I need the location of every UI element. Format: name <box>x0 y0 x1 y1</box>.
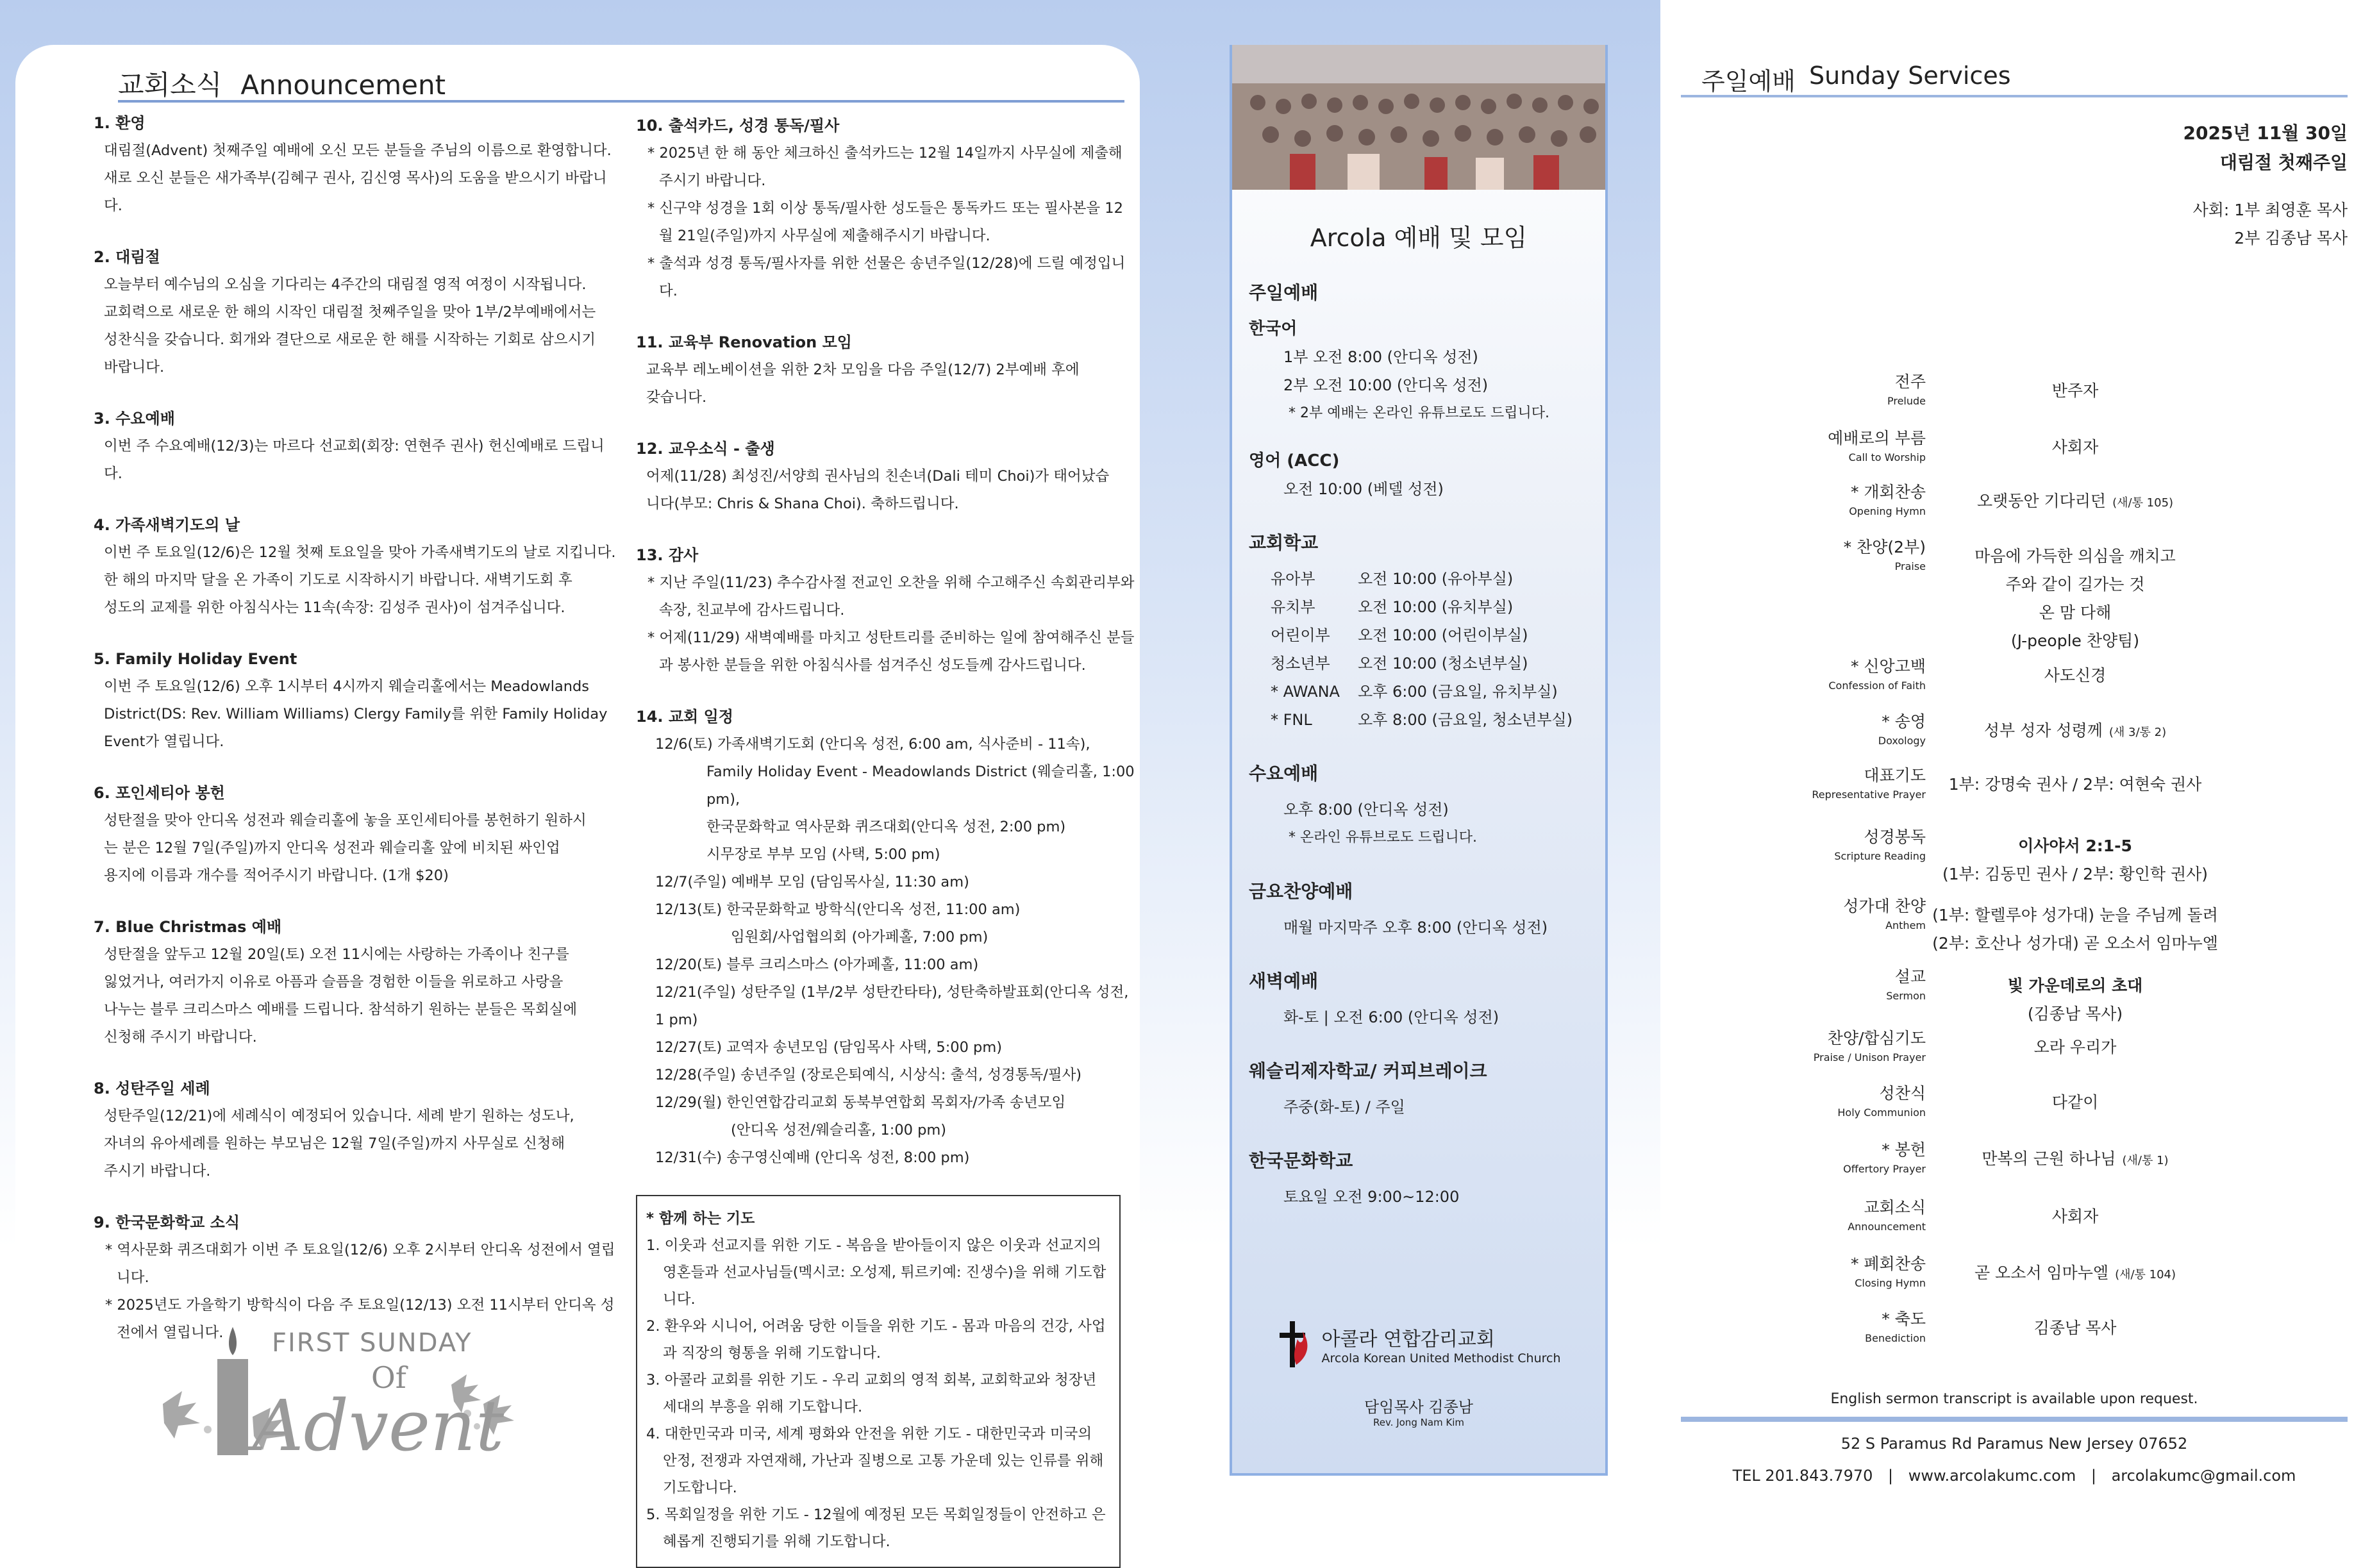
service-detail <box>1924 1203 2226 1231</box>
prayer-item: 1. 이웃과 선교지를 위한 기도 - 복음을 받아들이지 않은 이웃과 선교지의 영혼들과 선교사님들(멕시코: 오성제, 튀르키예: 진생수)을 위해 기도합니다. <box>646 1237 1106 1308</box>
prayer-item: 2. 환우와 시니어, 어려움 당한 이들을 위한 기도 - 몸과 마음의 건강, 사업과 직장의 형통을 위해 기도합니다. <box>646 1318 1106 1362</box>
service-detail-line <box>1924 487 2226 517</box>
announcement-item <box>636 112 1136 305</box>
service-element-ko <box>1878 712 1926 732</box>
sunday-services-panel <box>1681 58 2348 1519</box>
announcement-text: 바랍니다. <box>104 359 165 376</box>
service-leader-1: 사회: 1부 최영훈 목사 <box>2192 201 2348 219</box>
announcement-bullet: * 2025년도 가을학기 방학식이 다음 주 토요일(12/13) 오전 11시부터 안디옥 성전에서 열립니다. <box>105 1297 615 1341</box>
department-name: 유아부 <box>1271 570 1315 588</box>
service-detail-text: 곧 오소서 임마누엘 <box>1974 1264 2109 1282</box>
transcript-note: English sermon transcript is available upon request. <box>1830 1391 2198 1407</box>
announcement-heading: 8. 성탄주일 세례 <box>94 1080 210 1097</box>
service-detail <box>1924 771 2226 799</box>
service-detail-line <box>1924 1145 2226 1175</box>
wednesday-worship-note: * 온라인 유튜브로도 드립니다. <box>1289 830 1477 846</box>
website-link[interactable]: www.arcolakumc.com <box>1908 1467 2076 1485</box>
announcement-bullet: * 지난 주일(11/23) 추수감사절 전교인 오찬을 위해 수고해주신 속회관리부와 속장, 친교부에 감사드립니다. <box>647 574 1135 619</box>
service-element-en: Scripture Reading <box>1834 850 1926 862</box>
department-name: * AWANA <box>1271 683 1340 701</box>
department-time: 오전 10:00 (유치부실) <box>1358 598 1514 616</box>
service-element-ko <box>1851 1254 1926 1274</box>
church-address: 52 S Paramus Rd Paramus New Jersey 07652 <box>1841 1435 2188 1453</box>
services-title-bar <box>1681 58 2348 97</box>
service-element-en: Call to Worship <box>1848 451 1926 463</box>
schedule-entry: 12/6(토) 가족새벽기도회 (안디옥 성전, 6:00 am, 식사준비 - 11속), <box>655 736 1090 753</box>
schedule-heading: 14. 교회 일정 <box>636 708 733 726</box>
service-element <box>1812 765 1926 804</box>
announcement-text: 잃었거나, 여러가지 이유로 아픔과 슬픔을 경험한 이들을 위로하고 사랑을 <box>104 974 563 990</box>
department-name: * FNL <box>1271 711 1312 729</box>
wesley-school-heading: 웨슬리제자학교/ 커피브레이크 <box>1249 1060 1487 1081</box>
announcement-text: 는 분은 12월 7일(주일)까지 안디옥 성전과 웨슬리홀 앞에 비치된 싸인업 <box>104 840 560 856</box>
announcement-text: 이번 주 수요예배(12/3)는 마르다 선교회(회장: 연현주 권사) 헌신예배로 드립니다. <box>104 438 605 482</box>
service-element-name: 성가대 찬양 <box>1843 897 1926 915</box>
service-detail-text: 빛 가운데로의 초대 <box>2007 976 2143 995</box>
announcement-text: 한 해의 마지막 달을 온 가족이 기도로 시작하시기 바랍니다. 새벽기도회 후 <box>104 572 572 588</box>
service-detail-line <box>1924 433 2226 462</box>
service-detail-text: (2부: 호산나 성가대) 곧 오소서 임마누엘 <box>1932 934 2218 953</box>
service-element <box>1837 1083 1926 1122</box>
service-detail <box>1924 1314 2226 1342</box>
announcement-item <box>636 541 1136 680</box>
service-element-name: 개회찬송 <box>1864 483 1926 501</box>
service-element <box>1878 712 1926 750</box>
service-detail-line <box>1924 1259 2226 1289</box>
announcement-bullet: * 신구약 성경을 1회 이상 통독/필사한 성도들은 통독카드 또는 필사본을 12월 21일(주일)까지 사무실에 제출해주시기 바랍니다. <box>647 200 1123 244</box>
service-element-en: Announcement <box>1848 1221 1926 1233</box>
service-element <box>1886 967 1926 1005</box>
english-service-label: 영어 (ACC) <box>1249 451 1340 471</box>
schedule-entry: 12/31(수) 송구영신예배 (안디옥 성전, 8:00 pm) <box>655 1149 970 1166</box>
schedule-entry: 12/20(토) 블루 크리스마스 (아가페홀, 11:00 am) <box>655 956 979 973</box>
hymn-number: (새 3/통 2) <box>2108 726 2167 739</box>
worship-schedule-body <box>1232 279 1605 1211</box>
service-detail-text: 오라 우리가 <box>2033 1038 2117 1056</box>
service-element <box>1834 827 1926 865</box>
korean-school-heading: 한국문화학교 <box>1249 1150 1353 1171</box>
wednesday-worship-heading: 수요예배 <box>1249 763 1319 784</box>
service-element-ko <box>1812 765 1926 786</box>
service-detail-line <box>1924 377 2226 405</box>
korean-service-2: 2부 오전 10:00 (안디옥 성전) <box>1283 376 1489 394</box>
schedule-entry: 12/28(주일) 송년주일 (장로은퇴예식, 시상식: 출석, 성경통독/필사) <box>655 1067 1082 1083</box>
service-element-en: Benediction <box>1865 1332 1926 1344</box>
schedule-entry: (안디옥 성전/웨슬리홀, 1:00 pm) <box>731 1122 947 1138</box>
department-time: 오전 10:00 (청소년부실) <box>1358 655 1528 672</box>
announcement-text: 용지에 이름과 개수를 적어주시기 바랍니다. (1개 $20) <box>104 867 449 884</box>
service-element-en: Anthem <box>1885 919 1926 931</box>
service-detail-line <box>1924 571 2226 599</box>
department-time: 오후 8:00 (금요일, 청소년부실) <box>1358 711 1573 729</box>
wednesday-worship-time: 오후 8:00 (안디옥 성전) <box>1283 801 1449 819</box>
service-element-name: 축도 <box>1894 1310 1926 1328</box>
prayer-item: 4. 대한민국과 미국, 세계 평화와 안전을 위한 기도 - 대한민국과 미국의 안정, 전쟁과 자연재해, 가난과 질병으로 고통 가운데 있는 인류를 위해 기도합니다. <box>646 1426 1104 1496</box>
hymn-number: (새/통 104) <box>2115 1268 2176 1281</box>
wesley-school-time: 주중(화-토) / 주일 <box>1283 1098 1405 1116</box>
footer-rule <box>1681 1417 2348 1422</box>
english-service-time: 오전 10:00 (베델 성전) <box>1283 480 1444 498</box>
standing-marker: * <box>1850 657 1864 676</box>
schedule-section <box>636 703 1136 1172</box>
service-detail <box>1924 717 2226 747</box>
congregation-photo <box>1232 45 1605 190</box>
announcement-heading: 4. 가족새벽기도의 날 <box>94 516 240 534</box>
service-detail-text: (1부: 김동민 권사 / 2부: 황인학 권사) <box>1942 865 2208 883</box>
service-element-ko <box>1828 428 1926 449</box>
announcement-text: 자녀의 유아세례를 원하는 부모님은 12월 7일(주일)까지 사무실로 신청해 <box>104 1135 565 1152</box>
service-element <box>1848 1197 1926 1236</box>
announcement-bullet: * 출석과 성경 통독/필사자를 위한 선물은 송년주일(12/28)에 드릴 예정입니다. <box>647 255 1126 299</box>
department-time: 오후 6:00 (금요일, 유치부실) <box>1358 683 1558 701</box>
service-element-ko <box>1844 537 1926 558</box>
dawn-worship-time: 화-토 | 오전 6:00 (안디옥 성전) <box>1283 1008 1499 1026</box>
service-detail-text: 주와 같이 길가는 것 <box>2005 575 2145 594</box>
service-element-name: 전주 <box>1894 372 1926 391</box>
service-element-en: Opening Hymn <box>1849 505 1926 517</box>
service-element-en: Praise / Unison Prayer <box>1813 1051 1926 1063</box>
announcement-text: 나누는 블루 크리스마스 예배를 드립니다. 참석하기 원하는 분들은 목회실에 <box>104 1001 578 1018</box>
announcement-text: 주시기 바랍니다. <box>104 1163 211 1180</box>
announcement-heading: 13. 감사 <box>636 546 699 564</box>
service-detail-text: 김종남 목사 <box>2033 1319 2117 1337</box>
announcement-text: District(DS: Rev. William Williams) Clergy Family를 위한 Family Holiday <box>104 706 608 722</box>
email-link[interactable]: arcolakumc@gmail.com <box>2111 1467 2296 1485</box>
church-school-row <box>1249 678 1589 706</box>
advent-logo-line1: FIRST SUNDAY <box>272 1328 472 1358</box>
advent-logo-line2: Of <box>371 1360 406 1395</box>
service-element-en: Holy Communion <box>1837 1106 1926 1119</box>
announcement-item <box>94 511 619 622</box>
service-detail <box>1924 901 2226 958</box>
prayer-item: 3. 아콜라 교회를 위한 기도 - 우리 교회의 영적 회복, 교회학교와 청장년 세대의 부흥을 위해 기도합니다. <box>646 1372 1097 1415</box>
service-detail <box>1924 662 2226 690</box>
service-element-name: 찬양/합심기도 <box>1827 1029 1926 1047</box>
standing-marker: * <box>1843 538 1857 556</box>
church-name-ko: 아콜라 연합감리교회 <box>1321 1328 1495 1351</box>
church-name-en: Arcola Korean United Methodist Church <box>1321 1351 1561 1365</box>
korean-school-time: 토요일 오전 9:00~12:00 <box>1283 1188 1460 1206</box>
service-detail-line <box>1924 1088 2226 1117</box>
announcement-heading: 3. 수요예배 <box>94 410 175 428</box>
service-detail-line <box>1924 1033 2226 1062</box>
announcement-item <box>636 328 1136 412</box>
dawn-worship-heading: 새벽예배 <box>1249 971 1319 992</box>
schedule-entry: 12/7(주일) 예배부 모임 (담임목사실, 11:30 am) <box>655 874 969 890</box>
service-element <box>1828 656 1926 695</box>
announcement-item <box>94 645 619 756</box>
umc-cross-flame-icon <box>1277 1320 1313 1369</box>
schedule-entry: 시무장로 부부 모임 (사택, 5:00 pm) <box>706 846 940 863</box>
service-detail-text: 마음에 가득한 의심을 깨치고 <box>1974 547 2176 565</box>
service-element-ko <box>1865 1309 1926 1330</box>
announcement-heading: 12. 교우소식 - 출생 <box>636 440 775 458</box>
phone-number: TEL 201.843.7970 <box>1732 1467 1873 1485</box>
announcement-heading: 11. 교육부 Renovation 모임 <box>636 333 852 351</box>
announcement-text: 성탄절을 앞두고 12월 20일(토) 오전 11시에는 사랑하는 가족이나 친구를 <box>104 946 569 963</box>
church-school-row <box>1249 649 1589 678</box>
standing-marker: * <box>1882 1140 1895 1159</box>
church-school-row <box>1249 706 1589 734</box>
announcement-text: 신청해 주시기 바랍니다. <box>104 1029 257 1046</box>
announcement-text: 새로 오신 분들은 새가족부(김혜구 권사, 김신영 목사)의 도움을 받으시기 바랍니다. <box>104 170 607 214</box>
service-detail-line <box>1924 1203 2226 1231</box>
announcement-text: 오늘부터 예수님의 오심을 기다리는 4주간의 대림절 영적 여정이 시작됩니다. <box>104 276 587 293</box>
service-element-name: 찬양(2부) <box>1857 538 1926 556</box>
department-name: 청소년부 <box>1271 655 1330 672</box>
congregation-photo-graphic <box>1232 45 1605 190</box>
announcement-text: 이번 주 토요일(12/6)은 12월 첫째 토요일을 맞아 가족새벽기도의 날로 지킵니다. <box>104 544 616 561</box>
standing-marker: * <box>1850 483 1864 501</box>
service-detail <box>1924 433 2226 462</box>
announcement-heading: 9. 한국문화학교 소식 <box>94 1214 240 1231</box>
church-school-row <box>1249 593 1589 621</box>
announcement-item <box>94 405 619 488</box>
announcement-title-ko: 교회소식 <box>118 69 222 101</box>
service-detail-text: 사회자 <box>2051 438 2099 456</box>
service-element <box>1887 372 1926 410</box>
advent-logo-line3: Advent <box>253 1385 505 1467</box>
service-detail-line <box>1924 901 2226 930</box>
service-leader-2: 2부 김종남 목사 <box>2234 229 2348 247</box>
service-element-en: Confession of Faith <box>1828 680 1926 692</box>
service-detail-line <box>1924 930 2226 958</box>
announcement-heading: 2. 대림절 <box>94 248 160 266</box>
pastor-name-en: Rev. Jong Nam Kim <box>1373 1417 1465 1428</box>
friday-praise-heading: 금요찬양예배 <box>1249 881 1353 902</box>
announcement-heading: 5. Family Holiday Event <box>94 650 297 668</box>
service-detail-text: 1부: 강명숙 권사 / 2부: 여현숙 권사 <box>1948 775 2202 794</box>
advent-logo <box>150 1308 535 1474</box>
service-detail-text: 성부 성자 성령께 <box>1983 721 2103 740</box>
announcement-item <box>636 435 1136 518</box>
service-element-ko <box>1848 1197 1926 1218</box>
announcement-column-right <box>636 112 1136 1568</box>
service-element <box>1844 537 1926 576</box>
service-detail-line <box>1924 717 2226 747</box>
service-element-en: Representative Prayer <box>1812 788 1926 801</box>
service-detail-text: (김종남 목사) <box>2027 1005 2123 1023</box>
service-detail-text: 반주자 <box>2051 381 2099 400</box>
department-name: 유치부 <box>1271 598 1315 616</box>
schedule-entry: Family Holiday Event - Meadowlands District (웨슬리홀, 1:00 pm), <box>706 763 1135 808</box>
service-detail <box>1924 1145 2226 1175</box>
service-detail-text: (1부: 할렐루야 성가대) 눈을 주님께 돌려 <box>1932 906 2218 924</box>
announcement-heading: 10. 출석카드, 성경 통독/필사 <box>636 117 840 135</box>
announcement-text: 어제(11/28) 최성진/서양희 권사님의 친손녀(Dali 테미 Choi)가 태어났습 <box>646 468 1110 485</box>
prayer-item: 5. 목회일정을 위한 기도 - 12월에 예정된 모든 목회일정들이 안전하고 은혜롭게 진행되기를 위해 기도합니다. <box>646 1506 1106 1550</box>
service-element-en: Offertory Prayer <box>1843 1163 1926 1175</box>
service-element-ko <box>1837 1083 1926 1104</box>
announcement-heading: 7. Blue Christmas 예배 <box>94 918 282 936</box>
service-element-ko <box>1843 896 1926 917</box>
service-detail <box>1924 972 2226 1028</box>
service-element <box>1814 1028 1926 1067</box>
service-element-ko <box>1886 967 1926 987</box>
korean-service-1: 1부 오전 8:00 (안디옥 성전) <box>1283 348 1478 366</box>
pastor-name-ko: 담임목사 김종남 <box>1364 1398 1473 1416</box>
announcement-text: 교육부 레노베이션을 위한 2차 모임을 다음 주일(12/7) 2부예배 후에 <box>646 362 1080 378</box>
service-element-ko <box>1849 482 1926 503</box>
announcement-text: 이번 주 토요일(12/6) 오후 1시부터 4시까지 웨슬리홀에서는 Meadowlands <box>104 678 590 695</box>
department-name: 어린이부 <box>1271 626 1330 644</box>
hymn-number: (새/통 1) <box>2122 1154 2169 1167</box>
service-sunday-name: 대림절 첫째주일 <box>2219 152 2348 173</box>
department-time: 오전 10:00 (유아부실) <box>1358 570 1514 588</box>
sunday-worship-heading: 주일예배 <box>1249 282 1319 303</box>
services-title-en: Sunday Services <box>1809 62 2011 90</box>
service-element-ko <box>1834 827 1926 847</box>
worship-schedule-panel <box>1230 45 1608 1476</box>
service-element-en: Doxology <box>1878 735 1926 747</box>
standing-marker: * <box>1882 1310 1895 1328</box>
service-detail-line <box>1924 627 2226 655</box>
service-detail-line <box>1924 1314 2226 1342</box>
service-element-en: Prelude <box>1887 395 1926 407</box>
service-element-ko <box>1887 372 1926 392</box>
announcement-text: 성탄주일(12/21)에 세례식이 예정되어 있습니다. 세례 받기 원하는 성도나, <box>104 1108 574 1124</box>
announcement-bullet: * 2025년 한 해 동안 체크하신 출석카드는 12월 14일까지 사무실에 제출해주시기 바랍니다. <box>647 145 1123 189</box>
announcement-text: 성도의 교제를 위한 아침식사는 11속(속장: 김성주 권사)이 섬겨주십니다. <box>104 599 565 616</box>
service-element-en: Praise <box>1894 560 1926 572</box>
contact-separator: | <box>2091 1467 2096 1485</box>
announcement-item <box>94 779 619 890</box>
service-element <box>1828 428 1926 467</box>
announcement-heading: 6. 포인세티아 봉헌 <box>94 784 225 802</box>
service-detail-line <box>1924 832 2226 860</box>
schedule-entry: 12/27(토) 교역자 송년모임 (담임목사 사택, 5:00 pm) <box>655 1039 1003 1056</box>
service-detail-line <box>1924 542 2226 571</box>
schedule-entry: 12/29(월) 한인연합감리교회 동북부연합회 목회자/가족 송년모임 <box>655 1094 1066 1111</box>
service-element-name: 교회소식 <box>1864 1198 1926 1217</box>
church-school-row <box>1249 621 1589 649</box>
service-detail-text: 만복의 근원 하나님 <box>1982 1149 2116 1168</box>
announcement-item <box>94 1074 619 1185</box>
announcement-item <box>94 109 619 220</box>
service-date: 2025년 11월 30일 <box>2183 122 2348 144</box>
service-element-name: 설교 <box>1894 967 1926 986</box>
prayer-heading: * 함께 하는 기도 <box>646 1210 755 1227</box>
announcement-text: 갖습니다. <box>646 389 707 406</box>
service-element <box>1843 1140 1926 1178</box>
service-element-ko <box>1843 1140 1926 1160</box>
schedule-entry: 한국문화학교 역사문화 퀴즈대회(안디옥 성전, 2:00 pm) <box>706 819 1066 835</box>
service-detail-line <box>1924 662 2226 690</box>
announcement-text: 교회력으로 새로운 한 해의 시작인 대림절 첫째주일을 맞아 1부/2부예배에서는 <box>104 304 596 321</box>
service-detail-text: 오랫동안 기다리던 <box>1976 492 2107 510</box>
announcement-text: 니다(부모: Chris & Shana Choi). 축하드립니다. <box>646 496 959 512</box>
service-detail <box>1924 487 2226 517</box>
church-school-row <box>1249 565 1589 593</box>
hymn-number: (새/통 105) <box>2112 496 2174 510</box>
service-detail-line <box>1924 860 2226 888</box>
service-element <box>1851 1254 1926 1292</box>
service-detail-text: 사회자 <box>2051 1207 2099 1226</box>
service-element-en: Closing Hymn <box>1855 1277 1926 1289</box>
service-detail <box>1924 1088 2226 1117</box>
schedule-entry: 12/21(주일) 성탄주일 (1부/2부 성탄칸타타), 성탄축하발표회(안디옥 성전, 1 pm) <box>655 984 1129 1028</box>
standing-marker: * <box>1882 712 1895 731</box>
church-signature <box>1232 1320 1605 1428</box>
department-time: 오전 10:00 (어린이부실) <box>1358 626 1528 644</box>
church-school-heading: 교회학교 <box>1249 532 1319 553</box>
korean-service-label: 한국어 <box>1249 319 1298 338</box>
service-element-name: 성경봉독 <box>1864 828 1926 846</box>
service-detail-line <box>1924 599 2226 627</box>
service-detail-text: 다같이 <box>2051 1093 2099 1112</box>
announcement-heading: 1. 환영 <box>94 114 146 132</box>
service-element-en: Sermon <box>1886 990 1926 1002</box>
schedule-entry: 12/13(토) 한국문화학교 방학식(안디옥 성전, 11:00 am) <box>655 901 1021 918</box>
announcement-title-bar <box>118 64 1124 103</box>
service-element <box>1843 896 1926 935</box>
service-detail-text: 온 맘 다해 <box>2039 603 2112 622</box>
service-element-ko <box>1828 656 1926 677</box>
service-detail <box>1924 1033 2226 1062</box>
prayer-box <box>636 1195 1121 1568</box>
announcement-panel <box>15 45 1140 1550</box>
contact-separator: | <box>1888 1467 1894 1485</box>
service-element-ko <box>1814 1028 1926 1049</box>
service-element-name: 예배로의 부름 <box>1828 429 1926 447</box>
schedule-list <box>655 731 1136 1172</box>
service-element-name: 폐회찬송 <box>1864 1255 1926 1273</box>
announcement-text: Event가 열립니다. <box>104 733 224 750</box>
announcement-text: 성찬식을 갖습니다. 회개와 결단으로 새로운 한 해를 시작하는 기회로 삼으시기 <box>104 331 596 348</box>
announcement-bullet: * 역사문화 퀴즈대회가 이번 주 토요일(12/6) 오후 2시부터 안디옥 성전에서 열립니다. <box>105 1242 615 1286</box>
service-element <box>1865 1309 1926 1347</box>
worship-schedule-title: Arcola 예배 및 모임 <box>1310 224 1528 252</box>
announcement-column-left <box>94 109 619 1370</box>
services-title-ko: 주일예배 <box>1701 67 1796 96</box>
korean-service-note: * 2부 예배는 온라인 유튜브로도 드립니다. <box>1289 405 1549 421</box>
service-detail-line <box>1924 1000 2226 1028</box>
announcement-item <box>94 913 619 1051</box>
contact-line <box>1681 1467 2348 1485</box>
service-detail-line <box>1924 771 2226 799</box>
service-detail <box>1924 377 2226 405</box>
announcement-title-en: Announcement <box>240 69 446 101</box>
friday-praise-time: 매월 마지막주 오후 8:00 (안디옥 성전) <box>1283 919 1548 937</box>
service-detail-text: 이사야서 2:1-5 <box>2018 837 2132 855</box>
service-detail <box>1924 832 2226 888</box>
schedule-entry: 임원회/사업협의회 (아가페홀, 7:00 pm) <box>731 929 989 946</box>
service-detail <box>1924 542 2226 655</box>
service-detail-text: (J-people 찬양팀) <box>2010 631 2140 650</box>
announcement-item <box>94 243 619 381</box>
announcement-bullet: * 어제(11/29) 새벽예배를 마치고 성탄트리를 준비하는 일에 참여해주신 분들과 봉사한 분들을 위한 아침식사를 섬겨주신 성도들께 감사드립니다. <box>647 630 1135 674</box>
service-detail <box>1924 1259 2226 1289</box>
announcement-text: 성탄절을 맞아 안디옥 성전과 웨슬리홀에 놓을 포인세티아를 봉헌하기 원하시 <box>104 812 587 829</box>
service-detail-line <box>1924 972 2226 1000</box>
service-element-name: 봉헌 <box>1894 1140 1926 1159</box>
service-element-name: 대표기도 <box>1864 766 1926 785</box>
standing-marker: * <box>1850 1255 1864 1273</box>
service-element <box>1849 482 1926 521</box>
service-element-name: 신앙고백 <box>1864 657 1926 676</box>
service-element-name: 성찬식 <box>1879 1084 1926 1103</box>
service-element-name: 송영 <box>1894 712 1926 731</box>
announcement-text: 대림절(Advent) 첫째주일 예배에 오신 모든 분들을 주님의 이름으로 환영합니다. <box>104 142 612 159</box>
service-detail-text: 사도신경 <box>2044 666 2107 685</box>
